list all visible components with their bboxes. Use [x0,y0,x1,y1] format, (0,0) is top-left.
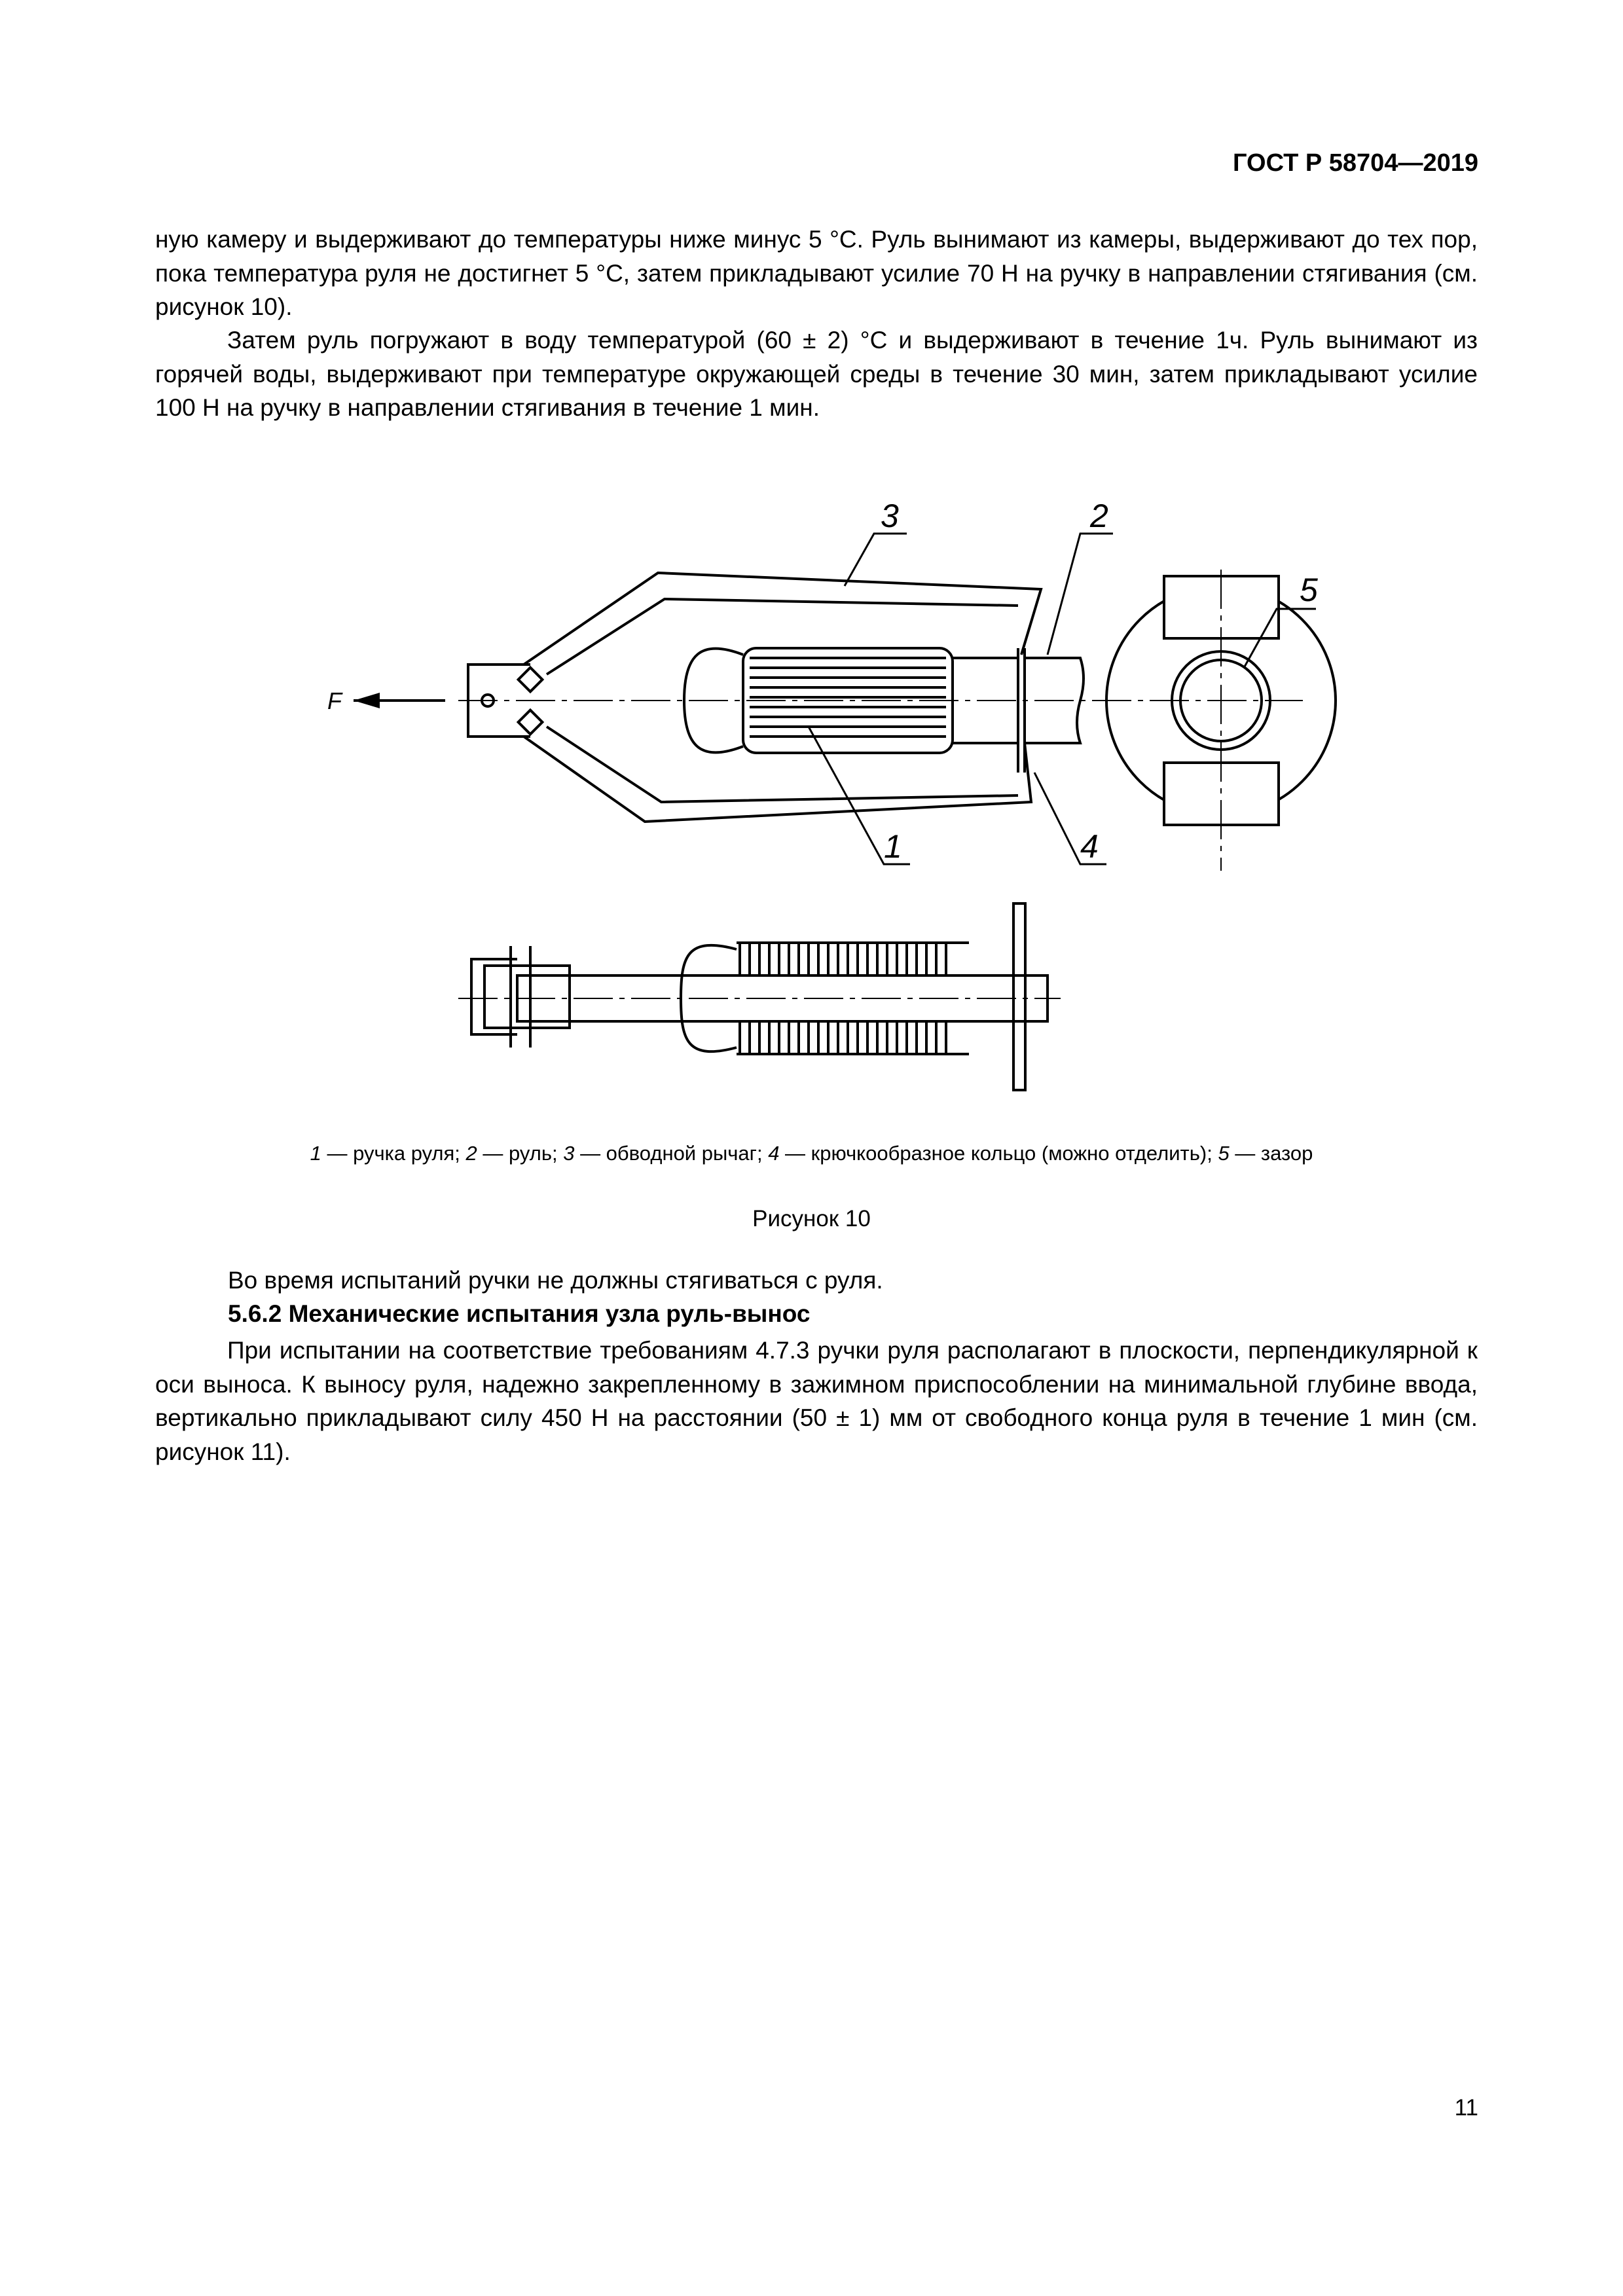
force-label: F [327,687,342,714]
callout-5: 5 [1300,572,1318,608]
force-arrow [354,693,445,708]
intro-paragraph-2: Затем руль погружают в воду температурой (60 ± 2) °С и выдерживают в течение 1ч. Руль вынимают из горячей воды, выдерживают при температуре окружающей среды в течение 30 мин, затем прикладывают усилие 100 Н на ручку в направлении стягивания в течение 1 мин. [155,327,1478,421]
callout-1: 1 [884,828,902,865]
section-heading: 5.6.2 Механические испытания узла руль-вынос [228,1300,811,1327]
legend-num-2: 2 [465,1142,477,1165]
legend-text-5: — зазор [1229,1142,1313,1165]
side-view-section [1106,570,1336,871]
callout-4: 4 [1080,828,1099,865]
body-line-1: Во время испытаний ручки не должны стягиваться с руля. [228,1267,883,1294]
document-id-header: ГОСТ Р 58704—2019 [1233,149,1478,177]
legend-num-4: 4 [768,1142,780,1165]
page-number: 11 [1454,2095,1478,2121]
figure-10-drawing [0,0,1623,1139]
legend-text-1: — ручка руля; [321,1142,466,1165]
callout-2: 2 [1090,498,1108,534]
figure-title: Рисунок 10 [752,1206,871,1231]
legend-text-4: — крючкообразное кольцо (можно отделить); [779,1142,1218,1165]
legend-num-3: 3 [563,1142,575,1165]
handle-side-view [458,903,1061,1090]
intro-paragraph-1: ную камеру и выдерживают до температуры ниже минус 5 °С. Руль вынимают из камеры, выдерживают до тех пор, пока температура руля не достигнет 5 °С, затем прикладывают усилие 70 Н на ручку в направлении стягивания (см. рисунок 10). [155,226,1478,320]
legend-text-2: — руль; [477,1142,564,1165]
callout-3: 3 [881,498,899,534]
legend-text-3: — обводной рычаг; [574,1142,769,1165]
figure-legend [0,1142,1623,1165]
legend-num-1: 1 [310,1142,321,1165]
body-paragraph-3: При испытании на соответствие требованиям 4.7.3 ручки руля располагают в плоскости, перпендикулярной к оси выноса. К выносу руля, надежно закрепленному в зажимном приспособлении на минимальной глубине ввода, вертикально прикладывают силу 450 Н на расстоянии (50 ± 1) мм от свободного конца руля в течение 1 мин (см. рисунок 11). [155,1337,1478,1465]
legend-num-5: 5 [1218,1142,1230,1165]
handle-grip-top-view [684,648,1025,773]
